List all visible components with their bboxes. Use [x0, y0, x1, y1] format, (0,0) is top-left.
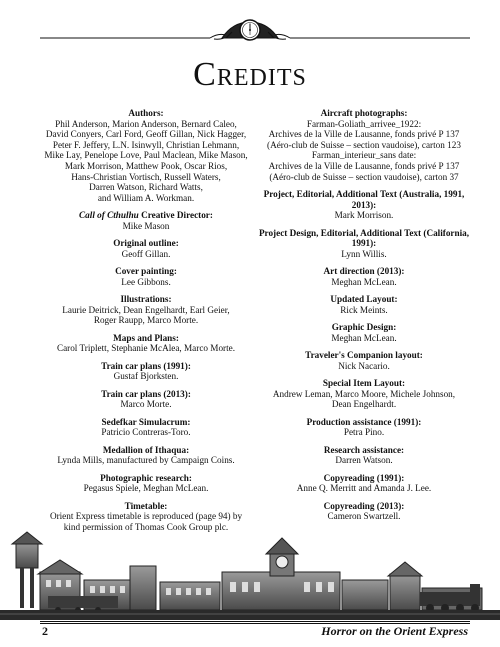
credit-entry — [258, 189, 470, 221]
credit-entry — [40, 417, 252, 438]
page-number: 2 — [42, 624, 48, 638]
credit-label: Production assistance (1991): — [306, 416, 422, 427]
credit-line: Petra Pino. — [343, 427, 385, 438]
credit-line: Patricio Contreras-Toro. — [101, 427, 191, 438]
credit-line: Phil Anderson, Marion Anderson, Bernard Caleo, — [55, 118, 237, 129]
credit-entry — [40, 361, 252, 382]
credit-label: Illustrations: — [120, 294, 172, 305]
credit-line: Archives de la Ville de Lausanne, fonds privé P 137 — [268, 129, 460, 140]
credit-label: Research assistance: — [323, 444, 405, 455]
footer-book-title: Horror on the Orient Express — [321, 624, 468, 638]
credits-left-column — [40, 108, 252, 539]
credit-line: Archives de la Ville de Lausanne, fonds privé P 137 — [268, 160, 460, 171]
credit-entry — [40, 294, 252, 326]
credit-label: Aircraft photographs: — [320, 108, 408, 118]
credit-line: Marco Morte. — [120, 399, 172, 410]
credit-label: Cover painting: — [115, 266, 177, 277]
credit-line: Gustaf Bjorksten. — [113, 371, 179, 382]
credit-line: Lee Gibbons. — [121, 276, 171, 287]
credit-line: Dean Engelhardt. — [331, 399, 397, 410]
credit-line: Peter F. Jeffery, L.N. Isinwyll, Christian Lehmann, — [52, 139, 240, 150]
credit-line: Meghan McLean. — [331, 332, 397, 343]
credit-entry — [258, 322, 470, 343]
credit-label-italic: Call of Cthulhu — [79, 210, 139, 221]
credit-label: Project Design, Editorial, Additional Text (California, 1991): — [258, 227, 470, 249]
credit-entry — [40, 389, 252, 410]
credit-line: and William A. Workman. — [97, 192, 195, 203]
credit-line: Geoff Gillan. — [121, 248, 171, 259]
credit-label: Sedefkar Simulacrum: — [101, 416, 191, 427]
credit-label: Original outline: — [113, 238, 179, 249]
credit-entry — [40, 108, 252, 203]
credit-line: Meghan McLean. — [331, 276, 397, 287]
credit-line: Anne Q. Merritt and Amanda J. Lee. — [296, 483, 432, 494]
credit-entry — [40, 445, 252, 466]
credit-entry — [40, 210, 252, 231]
credit-label: Art direction (2013): — [323, 266, 405, 277]
credit-line: Darren Watson. — [335, 455, 393, 466]
credit-line: Orient Express timetable is reproduced (page 94) by — [49, 511, 243, 522]
credit-entry — [40, 473, 252, 494]
clock-ornament-icon — [0, 8, 500, 48]
credit-line: Hans-Christian Vortisch, Russell Waters, — [71, 171, 221, 182]
credit-line: Cameron Swartzell. — [327, 511, 401, 522]
credit-entry — [258, 417, 470, 438]
credit-label: Train car plans (2013): — [101, 388, 191, 399]
credit-label: Timetable: — [124, 500, 168, 511]
credit-line: Mark Morrison, Matthew Pook, Oscar Rios, — [64, 160, 228, 171]
credit-entry — [258, 228, 470, 260]
credit-label: Graphic Design: — [331, 322, 397, 333]
credit-entry — [40, 266, 252, 287]
page-title: Credits — [193, 56, 307, 93]
credit-line: Mark Morrison. — [334, 210, 394, 221]
credit-label: Train car plans (1991): — [101, 360, 191, 371]
credit-label: Maps and Plans: — [113, 332, 179, 343]
credit-label: Traveler's Companion layout: — [305, 350, 423, 361]
credit-label: Photographic research: — [100, 472, 192, 483]
credit-line: Mike Mason — [122, 220, 170, 231]
credit-label: Medallion of Ithaqua: — [102, 444, 190, 455]
credit-line: Farman_interieur_sans date: — [311, 150, 417, 161]
credit-entry — [258, 473, 470, 494]
credit-line: Mike Lay, Penelope Love, Paul Maclean, Mike Mason, — [44, 150, 248, 161]
credit-entry — [40, 501, 252, 533]
credit-entry — [258, 445, 470, 466]
credits-right-column — [258, 108, 470, 529]
credit-line: Nick Nacario. — [338, 360, 390, 371]
credit-line: (Aéro-club de Suisse – section vaudoise), carton 37 — [269, 171, 459, 182]
credit-line: Carol Triplett, Stephanie McAlea, Marco Morte. — [56, 343, 236, 354]
credit-line: Lynda Mills, manufactured by Campaign Coins. — [57, 455, 235, 466]
credit-entry — [258, 501, 470, 522]
credit-line: Rick Meints. — [340, 304, 388, 315]
credit-line: kind permission of Thomas Cook Group plc. — [63, 521, 229, 532]
credit-line: Roger Raupp, Marco Morte. — [93, 315, 199, 326]
credit-label-rest: Creative Director: — [138, 210, 213, 221]
credit-line: Laurie Deitrick, Dean Engelhardt, Earl Geier, — [62, 304, 230, 315]
credit-entry — [258, 378, 470, 410]
credit-line: Lynn Willis. — [341, 248, 387, 259]
credit-entry — [258, 266, 470, 287]
station-skyline-illustration — [0, 530, 500, 620]
footer-rule — [40, 621, 470, 622]
credit-label: Copyreading (1991): — [323, 472, 405, 483]
credit-line: Darren Watson, Richard Watts, — [89, 182, 203, 193]
credit-entry — [258, 350, 470, 371]
credit-line: Pegasus Spiele, Meghan McLean. — [83, 483, 209, 494]
credit-entry — [40, 333, 252, 354]
credit-label: Updated Layout: — [330, 294, 398, 305]
credit-label: Authors: — [128, 108, 164, 118]
credit-entry — [40, 238, 252, 259]
credit-line: David Conyers, Carl Ford, Geoff Gillan, Nick Hagger, — [45, 129, 247, 140]
credit-line: Andrew Leman, Marco Moore, Michele Johnson, — [272, 388, 456, 399]
credit-label — [40, 210, 252, 221]
credit-entry — [258, 294, 470, 315]
credit-entry — [258, 108, 470, 182]
credit-line: (Aéro-club de Suisse – section vaudoise), carton 123 — [267, 139, 461, 150]
credit-label: Project, Editorial, Additional Text (Australia, 1991, 2013): — [263, 188, 465, 210]
credit-line: Farman-Goliath_arrivee_1922: — [306, 118, 422, 129]
credit-label: Special Item Layout: — [322, 378, 406, 389]
credit-label: Copyreading (2013): — [323, 500, 405, 511]
